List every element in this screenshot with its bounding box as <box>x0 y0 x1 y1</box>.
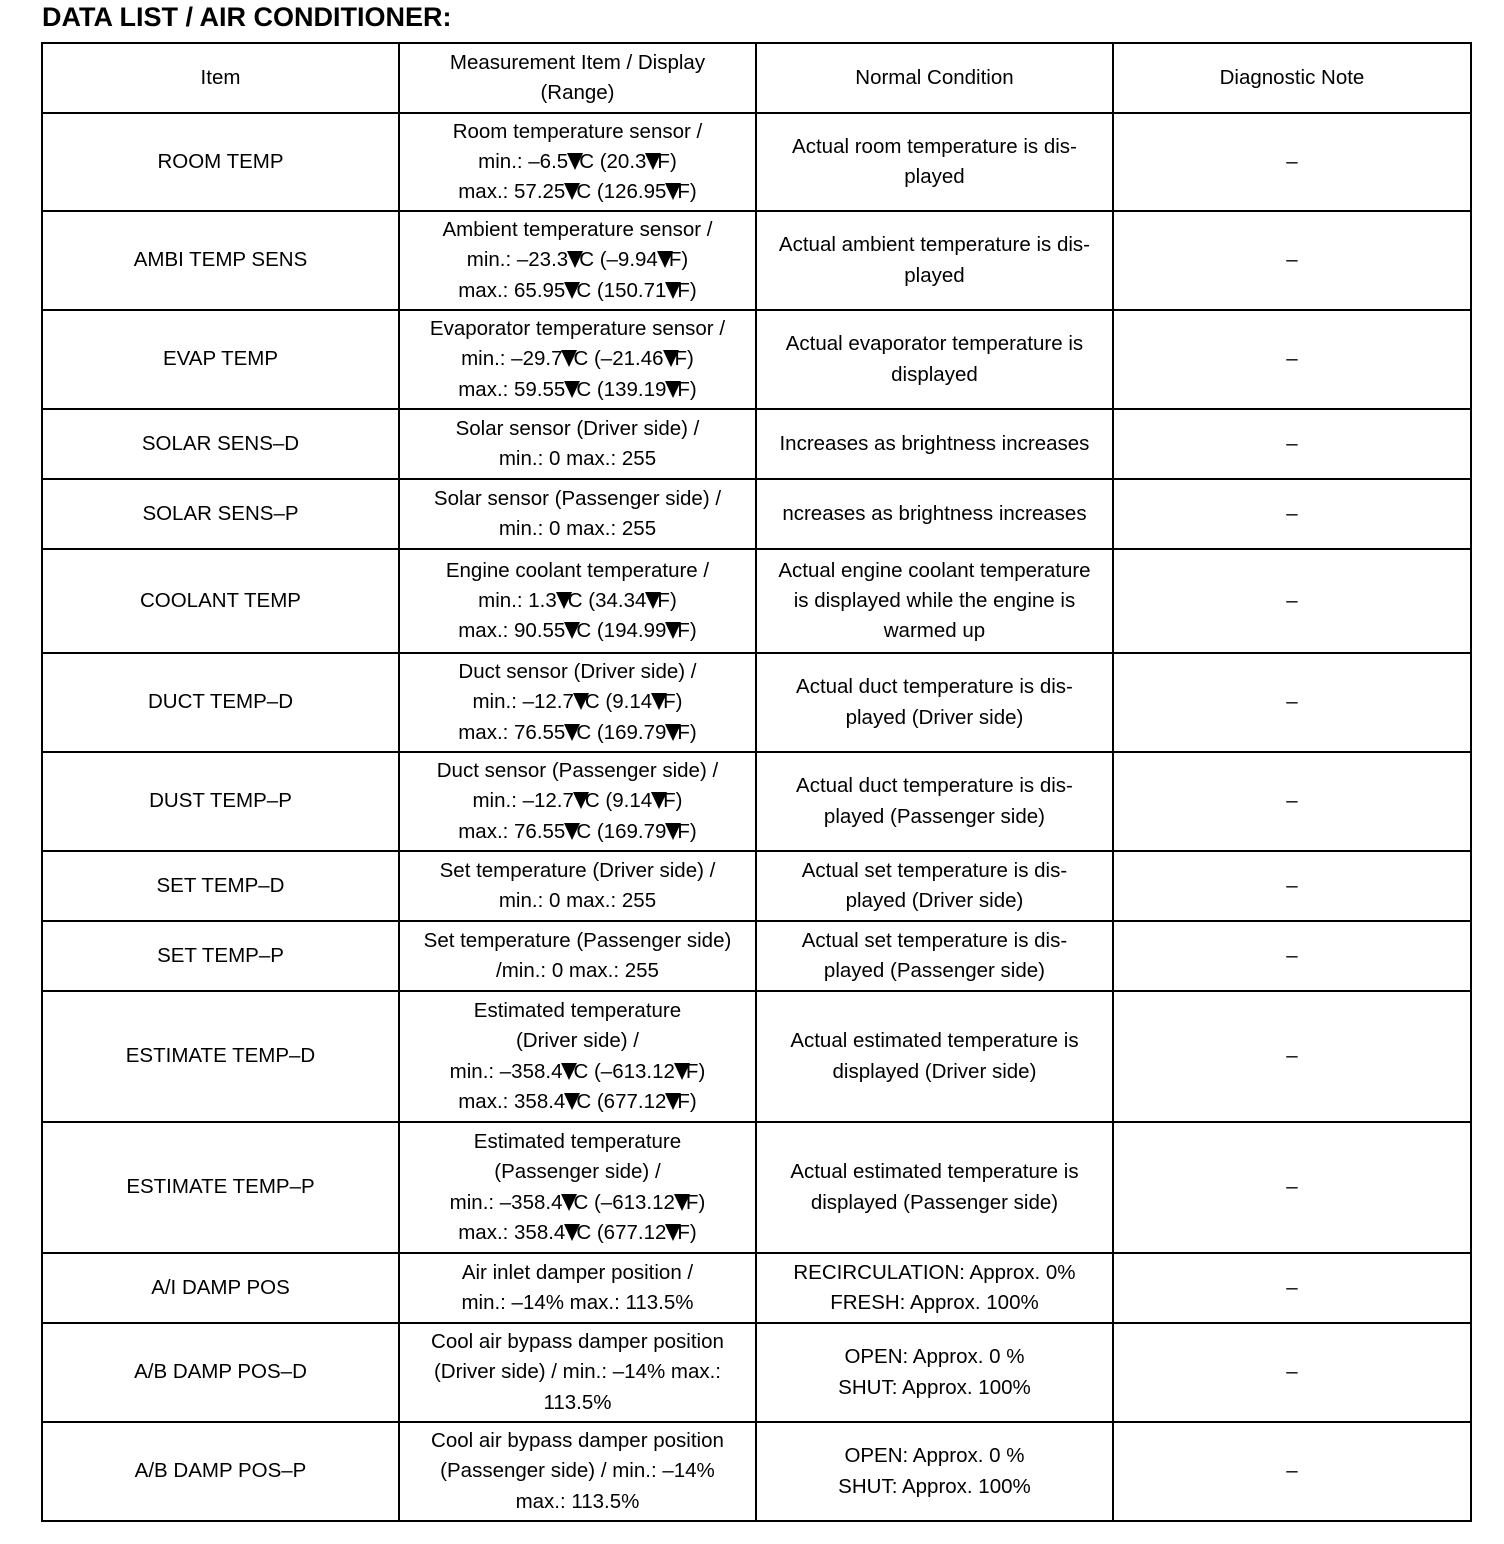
table-row <box>42 113 1471 211</box>
table-row <box>42 1122 1471 1253</box>
degree-symbol-icon <box>564 182 577 200</box>
diagnostic-note-cell: – <box>1113 1253 1471 1323</box>
measurement-line: min.: 1.3 C (34.34 F) <box>478 588 677 612</box>
table-row <box>42 1253 1471 1323</box>
normal-condition-line: played (Driver side) <box>845 889 1024 912</box>
table-row <box>42 310 1471 409</box>
normal-condition-line: Actual set temperature is dis- <box>801 858 1068 882</box>
normal-condition-line: played (Passenger side) <box>823 959 1045 982</box>
degree-symbol-icon <box>665 182 678 200</box>
normal-condition-line: played (Passenger side) <box>823 804 1045 828</box>
degree-symbol-icon <box>556 591 569 609</box>
degree-symbol-icon <box>665 1223 678 1241</box>
item-cell: ROOM TEMP <box>42 113 399 211</box>
measurement-line: min.: –14% max.: 113.5% <box>461 1291 694 1314</box>
measurement-cell <box>399 549 756 653</box>
normal-condition-line: Actual estimated temperature is <box>790 1160 1079 1184</box>
header-measurement-line: (Range) <box>540 81 615 104</box>
item-cell: SOLAR SENS–P <box>42 479 399 549</box>
measurement-line: (Driver side) / min.: –14% max.: <box>433 1360 722 1384</box>
measurement-line: max.: 358.4 C (677.12 F) <box>458 1220 697 1244</box>
normal-condition-line: Actual duct temperature is dis- <box>796 774 1073 798</box>
measurement-line: min.: –6.5 C (20.3 F) <box>478 149 677 173</box>
degree-symbol-icon <box>665 281 678 299</box>
normal-condition-line: Actual room temperature is dis- <box>792 134 1077 158</box>
measurement-cell <box>399 921 756 991</box>
degree-symbol-icon <box>663 349 676 367</box>
measurement-line: (Driver side) / <box>515 1029 639 1053</box>
degree-symbol-icon <box>561 349 574 367</box>
measurement-line: max.: 57.25 C (126.95 F) <box>458 180 697 204</box>
degree-symbol-icon <box>567 152 580 170</box>
item-cell: COOLANT TEMP <box>42 549 399 653</box>
measurement-line: Ambient temperature sensor / <box>442 218 713 242</box>
measurement-cell <box>399 991 756 1122</box>
diagnostic-note-cell: – <box>1113 653 1471 752</box>
measurement-line: min.: –12.7 C (9.14 F) <box>472 690 683 714</box>
degree-symbol-icon <box>573 692 586 710</box>
measurement-line: max.: 65.95 C (150.71 F) <box>458 278 697 302</box>
measurement-line: Set temperature (Passenger side) <box>423 928 732 952</box>
normal-condition-cell <box>756 653 1113 752</box>
header-diagnostic-note: Diagnostic Note <box>1113 43 1471 113</box>
table-row <box>42 1323 1471 1422</box>
measurement-line: (Passenger side) / min.: –14% <box>440 1459 715 1483</box>
measurement-cell <box>399 211 756 310</box>
measurement-line: Evaporator temperature sensor / <box>429 317 726 341</box>
header-item: Item <box>42 43 399 113</box>
measurement-cell <box>399 113 756 211</box>
normal-condition-line: Actual ambient temperature is dis- <box>778 233 1090 257</box>
measurement-cell <box>399 310 756 409</box>
measurement-line: Estimated temperature <box>473 998 682 1022</box>
degree-symbol-icon <box>564 281 577 299</box>
measurement-line: min.: 0 max.: 255 <box>498 889 657 912</box>
measurement-line: Estimated temperature <box>473 1129 682 1153</box>
degree-symbol-icon <box>651 692 664 710</box>
normal-condition-line: displayed (Driver side) <box>832 1059 1037 1083</box>
measurement-line: Solar sensor (Passenger side) / <box>433 486 722 510</box>
item-cell: A/I DAMP POS <box>42 1253 399 1323</box>
degree-symbol-icon <box>645 152 658 170</box>
measurement-line: max.: 358.4 C (677.12 F) <box>458 1089 697 1113</box>
diagnostic-note-cell: – <box>1113 549 1471 653</box>
diagnostic-note-cell: – <box>1113 1422 1471 1521</box>
normal-condition-line: Actual evaporator temperature is <box>785 332 1084 356</box>
table-row <box>42 1422 1471 1521</box>
degree-symbol-icon <box>561 1062 574 1080</box>
degree-symbol-icon <box>564 723 577 741</box>
diagnostic-note-cell: – <box>1113 113 1471 211</box>
item-cell: SET TEMP–P <box>42 921 399 991</box>
normal-condition-cell <box>756 991 1113 1122</box>
diagnostic-note-cell: – <box>1113 991 1471 1122</box>
normal-condition-line: played <box>904 165 965 188</box>
degree-symbol-icon <box>674 1193 687 1211</box>
measurement-line: max.: 59.55 C (139.19 F) <box>458 377 697 401</box>
measurement-line: Room temperature sensor / <box>452 119 703 143</box>
degree-symbol-icon <box>665 723 678 741</box>
item-cell: ESTIMATE TEMP–P <box>42 1122 399 1253</box>
measurement-line: Engine coolant temperature / <box>445 558 710 582</box>
item-cell: EVAP TEMP <box>42 310 399 409</box>
item-cell: SET TEMP–D <box>42 851 399 921</box>
normal-condition-cell <box>756 310 1113 409</box>
measurement-cell <box>399 1253 756 1323</box>
measurement-line: min.: 0 max.: 255 <box>498 517 657 540</box>
measurement-line: min.: –12.7 C (9.14 F) <box>472 789 683 813</box>
measurement-line: max.: 76.55 C (169.79 F) <box>458 819 697 843</box>
measurement-cell <box>399 1422 756 1521</box>
diagnostic-note-cell: – <box>1113 1122 1471 1253</box>
table-row <box>42 409 1471 479</box>
measurement-line: max.: 90.55 C (194.99 F) <box>458 619 697 643</box>
diagnostic-note-cell: – <box>1113 921 1471 991</box>
normal-condition-line: warmed up <box>883 619 986 643</box>
diagnostic-note-cell: – <box>1113 1323 1471 1422</box>
measurement-cell <box>399 409 756 479</box>
measurement-line: Solar sensor (Driver side) / <box>455 416 700 440</box>
normal-condition-cell <box>756 113 1113 211</box>
normal-condition-cell <box>756 1323 1113 1422</box>
measurement-line: min.: 0 max.: 255 <box>498 447 657 470</box>
normal-condition-cell <box>756 921 1113 991</box>
degree-symbol-icon <box>564 380 577 398</box>
normal-condition-cell <box>756 1122 1113 1253</box>
normal-condition-line: is displayed while the engine is <box>793 588 1076 612</box>
normal-condition-line: displayed (Passenger side) <box>810 1190 1059 1214</box>
normal-condition-line: SHUT: Approx. 100% <box>838 1375 1031 1399</box>
measurement-line: (Passenger side) / <box>494 1160 661 1184</box>
diagnostic-note-cell: – <box>1113 752 1471 851</box>
degree-symbol-icon <box>564 621 577 639</box>
normal-condition-line: Actual engine coolant temperature <box>778 558 1091 582</box>
diagnostic-note-cell: – <box>1113 479 1471 549</box>
header-normal-condition: Normal Condition <box>756 43 1113 113</box>
normal-condition-line: SHUT: Approx. 100% <box>838 1474 1031 1498</box>
normal-condition-line: FRESH: Approx. 100% <box>830 1291 1039 1314</box>
data-list-table <box>41 42 1472 1522</box>
normal-condition-line: played <box>904 263 965 287</box>
degree-symbol-icon <box>674 1062 687 1080</box>
measurement-line: max.: 113.5% <box>515 1489 640 1513</box>
measurement-cell <box>399 653 756 752</box>
item-cell: AMBI TEMP SENS <box>42 211 399 310</box>
diagnostic-note-cell: – <box>1113 211 1471 310</box>
measurement-cell <box>399 1122 756 1253</box>
degree-symbol-icon <box>665 621 678 639</box>
item-cell: DUCT TEMP–D <box>42 653 399 752</box>
item-cell: DUST TEMP–P <box>42 752 399 851</box>
measurement-line: 113.5% <box>543 1390 612 1414</box>
normal-condition-line: played (Driver side) <box>845 705 1024 729</box>
table-row <box>42 752 1471 851</box>
normal-condition-line: Increases as brightness increases <box>779 431 1090 455</box>
normal-condition-cell <box>756 1422 1113 1521</box>
table-row <box>42 921 1471 991</box>
item-cell: ESTIMATE TEMP–D <box>42 991 399 1122</box>
normal-condition-cell <box>756 211 1113 310</box>
degree-symbol-icon <box>645 591 658 609</box>
normal-condition-cell <box>756 549 1113 653</box>
header-measurement-line: Measurement Item / Display <box>449 50 706 74</box>
degree-symbol-icon <box>665 380 678 398</box>
normal-condition-line: Actual estimated temperature is <box>790 1029 1079 1053</box>
normal-condition-line: Actual duct temperature is dis- <box>796 675 1073 699</box>
degree-symbol-icon <box>564 1223 577 1241</box>
degree-symbol-icon <box>564 1092 577 1110</box>
normal-condition-cell <box>756 851 1113 921</box>
diagnostic-note-cell: – <box>1113 851 1471 921</box>
degree-symbol-icon <box>657 250 670 268</box>
degree-symbol-icon <box>567 250 580 268</box>
normal-condition-line: OPEN: Approx. 0 % <box>844 1444 1025 1468</box>
table-row <box>42 211 1471 310</box>
diagnostic-note-cell: – <box>1113 409 1471 479</box>
normal-condition-line: displayed <box>891 362 978 386</box>
measurement-line: max.: 76.55 C (169.79 F) <box>458 720 697 744</box>
measurement-line: Cool air bypass damper position <box>431 1330 724 1354</box>
degree-symbol-icon <box>564 822 577 840</box>
table-row <box>42 479 1471 549</box>
normal-condition-line: ncreases as brightness increases <box>782 501 1087 525</box>
measurement-line: Air inlet damper position / <box>461 1260 694 1284</box>
normal-condition-cell <box>756 1253 1113 1323</box>
measurement-cell <box>399 752 756 851</box>
normal-condition-cell <box>756 409 1113 479</box>
measurement-line: min.: –29.7 C (–21.46 F) <box>461 347 694 371</box>
item-cell: A/B DAMP POS–D <box>42 1323 399 1422</box>
normal-condition-line: Actual set temperature is dis- <box>801 928 1068 952</box>
item-cell: A/B DAMP POS–P <box>42 1422 399 1521</box>
normal-condition-cell <box>756 479 1113 549</box>
degree-symbol-icon <box>573 791 586 809</box>
degree-symbol-icon <box>561 1193 574 1211</box>
table-header-row <box>42 43 1471 113</box>
measurement-line: min.: –358.4 C (–613.12 F) <box>449 1059 706 1083</box>
measurement-line: min.: –23.3 C (–9.94 F) <box>466 248 689 272</box>
degree-symbol-icon <box>665 822 678 840</box>
measurement-line: Duct sensor (Driver side) / <box>458 660 697 684</box>
measurement-line: Cool air bypass damper position <box>431 1429 724 1453</box>
normal-condition-line: OPEN: Approx. 0 % <box>844 1345 1025 1369</box>
diagnostic-note-cell: – <box>1113 310 1471 409</box>
table-row <box>42 991 1471 1122</box>
degree-symbol-icon <box>665 1092 678 1110</box>
measurement-cell <box>399 851 756 921</box>
table-row <box>42 851 1471 921</box>
measurement-line: Duct sensor (Passenger side) / <box>436 759 719 783</box>
table-row <box>42 653 1471 752</box>
normal-condition-line: RECIRCULATION: Approx. 0% <box>793 1260 1076 1284</box>
normal-condition-cell <box>756 752 1113 851</box>
item-cell: SOLAR SENS–D <box>42 409 399 479</box>
measurement-line: /min.: 0 max.: 255 <box>496 959 659 982</box>
measurement-line: Set temperature (Driver side) / <box>439 858 716 882</box>
table-row <box>42 549 1471 653</box>
measurement-line: min.: –358.4 C (–613.12 F) <box>449 1190 706 1214</box>
measurement-cell <box>399 479 756 549</box>
page-title: DATA LIST / AIR CONDITIONER: <box>42 2 452 32</box>
degree-symbol-icon <box>651 791 664 809</box>
header-measurement <box>399 43 756 113</box>
measurement-cell <box>399 1323 756 1422</box>
